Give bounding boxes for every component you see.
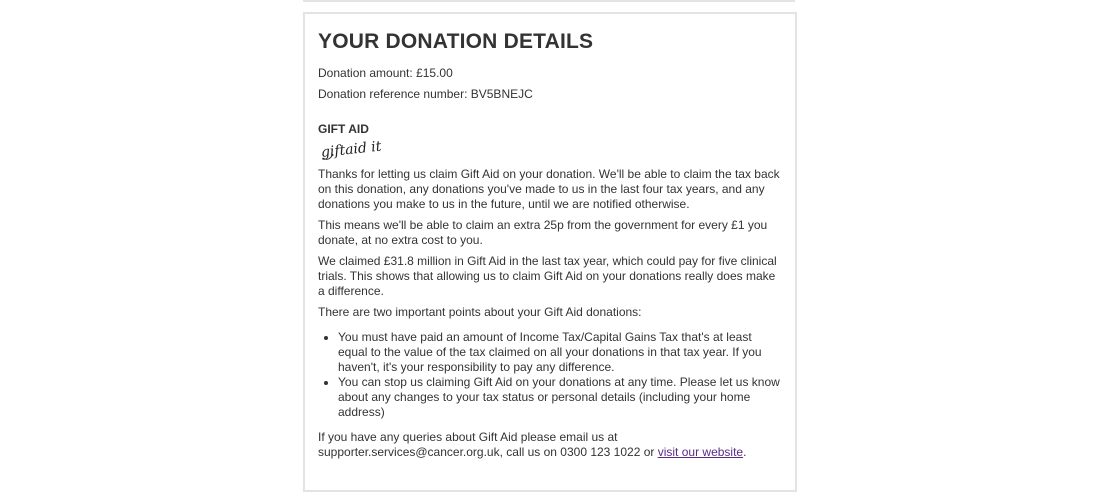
gift-aid-points-list [318,330,782,420]
gift-aid-paragraph-1: Thanks for letting us claim Gift Aid on your donation. We'll be able to claim the tax back on this donation, any donations you've made to us in the last four tax years, and any donations you make to us in the future, until we are notified otherwise. [318,167,780,211]
gift-aid-heading: GIFT AID [318,122,369,136]
giftaid-it-logo [319,139,385,163]
donation-amount: Donation amount: £15.00 [318,66,453,80]
gift-aid-paragraph-4: There are two important points about your Gift Aid donations: [318,305,642,319]
gift-aid-queries [318,430,782,460]
list-item: • You must have paid an amount of Income Tax/Capital Gains Tax that's at least equal to the value of the tax claimed on all your donations in that tax year. If you haven't, it's your responsibility to pay any difference. [338,330,782,375]
previous-card-bottom [303,0,795,2]
queries-text: If you have any queries about Gift Aid please email us at supporter.services@cancer.org.uk, call us on 0300 123 1022 or [318,430,658,459]
visit-website-link[interactable]: visit our website [657,445,744,459]
donation-reference: Donation reference number: BV5BNEJC [318,87,533,101]
gift-aid-paragraph-3: We claimed £31.8 million in Gift Aid in the last tax year, which could pay for five clinical trials. This shows that allowing us to claim Gift Aid on your donations really does make a difference. [318,254,777,298]
page-title: YOUR DONATION DETAILS [318,30,594,53]
donation-details-card [303,12,797,492]
svg-text:giftaid it: giftaid it [320,139,383,161]
queries-end: . [743,445,747,459]
list-item: • You can stop us claiming Gift Aid on your donations at any time. Please let us know about any changes to your tax status or personal details (including your home address) [338,375,782,420]
gift-aid-paragraph-2: This means we'll be able to claim an extra 25p from the government for every £1 you donate, at no extra cost to you. [318,218,768,247]
